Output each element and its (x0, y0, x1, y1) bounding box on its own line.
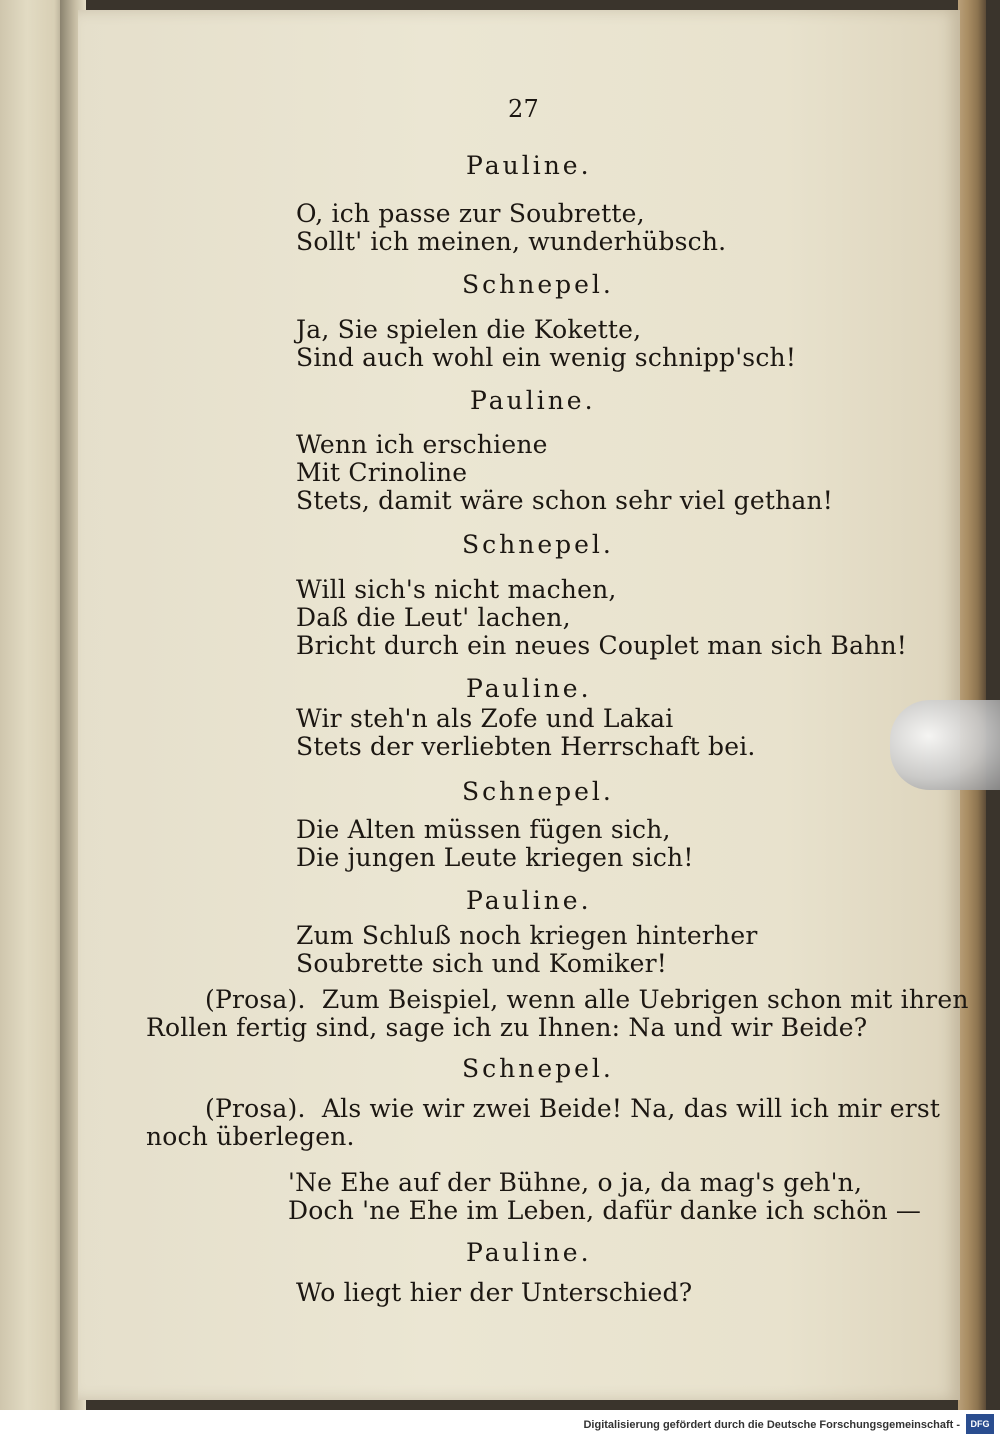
speaker-heading: Pauline. (466, 151, 592, 180)
verse-line: Bricht durch ein neues Couplet man sich Bahn! (296, 631, 908, 660)
verse-line: Wo liegt hier der Unterschied? (296, 1278, 693, 1307)
verse-line: Doch 'ne Ehe im Leben, dafür danke ich schön — (288, 1196, 922, 1225)
prose-line: (Prosa). Als wie wir zwei Beide! Na, das will ich mir erst (205, 1094, 941, 1123)
speaker-heading: Pauline. (466, 1238, 592, 1267)
prose-line: noch überlegen. (146, 1122, 355, 1151)
verse-line: Mit Crinoline (296, 458, 468, 487)
page-clip (890, 700, 1000, 790)
speaker-heading: Schnepel. (462, 270, 614, 299)
speaker-heading: Pauline. (466, 886, 592, 915)
verse-line: Stets, damit wäre schon sehr viel gethan! (296, 486, 834, 515)
verse-line: Soubrette sich und Komiker! (296, 949, 667, 978)
prose-line: (Prosa). Zum Beispiel, wenn alle Uebrigen schon mit ihren (205, 985, 969, 1014)
dfg-logo-icon: DFG (966, 1414, 994, 1434)
verse-line: Ja, Sie spielen die Kokette, (296, 315, 642, 344)
verse-line: Zum Schluß noch kriegen hinterher (296, 921, 758, 950)
left-page-edge (0, 0, 68, 1410)
verse-line: 'Ne Ehe auf der Bühne, o ja, da mag's geh'n, (288, 1168, 863, 1197)
verse-line: Sind auch wohl ein wenig schnipp'sch! (296, 343, 797, 372)
page-number: 27 (508, 95, 539, 123)
speaker-heading: Pauline. (470, 386, 596, 415)
verse-line: O, ich passe zur Soubrette, (296, 199, 645, 228)
speaker-heading: Pauline. (466, 674, 592, 703)
speaker-heading: Schnepel. (462, 530, 614, 559)
prose-line: Rollen fertig sind, sage ich zu Ihnen: Na und wir Beide? (146, 1013, 868, 1042)
speaker-heading: Schnepel. (462, 1054, 614, 1083)
verse-line: Stets der verliebten Herrschaft bei. (296, 732, 756, 761)
digitization-credit: Digitalisierung gefördert durch die Deutsche Forschungsgemeinschaft - (583, 1419, 960, 1431)
speaker-heading: Schnepel. (462, 777, 614, 806)
verse-line: Die Alten müssen fügen sich, (296, 815, 671, 844)
verse-line: Wenn ich erschiene (296, 430, 548, 459)
verse-line: Daß die Leut' lachen, (296, 603, 571, 632)
book-page (78, 10, 969, 1400)
verse-line: Will sich's nicht machen, (296, 575, 617, 604)
verse-line: Die jungen Leute kriegen sich! (296, 843, 694, 872)
page-text (78, 10, 969, 1400)
verse-line: Sollt' ich meinen, wunderhübsch. (296, 227, 727, 256)
verse-line: Wir steh'n als Zofe und Lakai (296, 704, 674, 733)
